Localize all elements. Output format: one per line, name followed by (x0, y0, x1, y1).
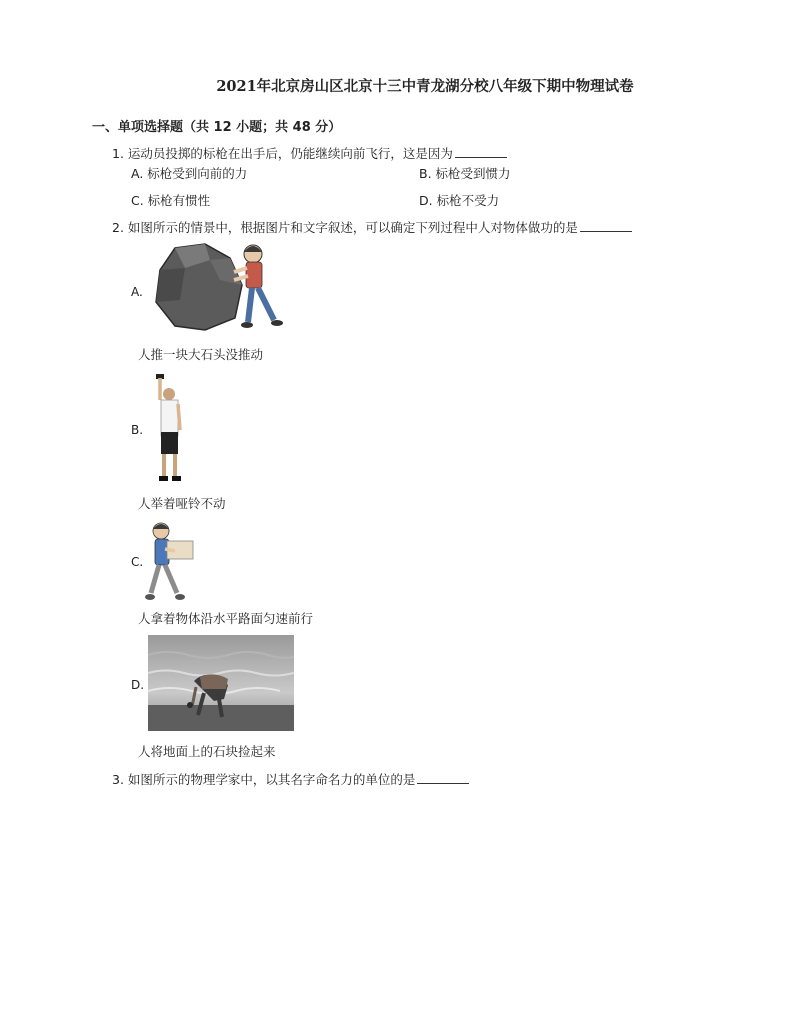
q2-option-d-caption: 人将地面上的石块捡起来 (138, 744, 276, 759)
q2-option-b-letter: B. (131, 423, 144, 437)
question-3 (112, 770, 469, 788)
question-2 (112, 218, 632, 236)
q2-option-a-caption: 人推一块大石头没推动 (138, 347, 264, 362)
question-1-stem: 1. 运动员投掷的标枪在出手后，仍能继续向前飞行，这是因为 (112, 146, 453, 161)
q2-option-c-caption: 人拿着物体沿水平路面匀速前行 (138, 611, 314, 626)
answer-blank (580, 219, 632, 232)
question-2-stem: 2. 如图所示的情景中，根据图片和文字叙述，可以确定下列过程中人对物体做功的是 (112, 220, 578, 235)
q1-option-c: C. 标枪有惯性 (131, 193, 211, 208)
dumbbell-man-illustration (152, 372, 186, 487)
q2-option-c-letter: C. (131, 555, 144, 569)
question-1 (112, 144, 507, 162)
page-title: 2021年北京房山区北京十三中青龙湖分校八年级下期中物理试卷 (216, 78, 634, 95)
q2-option-d-letter: D. (131, 678, 145, 692)
q1-option-a: A. 标枪受到向前的力 (131, 166, 248, 181)
q2-option-a-letter: A. (131, 285, 143, 299)
q1-option-b: B. 标枪受到惯力 (419, 166, 511, 181)
answer-blank (455, 145, 507, 158)
section-heading: 一、单项选择题（共 12 小题；共 48 分） (92, 120, 342, 135)
question-3-stem: 3. 如图所示的物理学家中，以其名字命名力的单位的是 (112, 772, 416, 787)
q2-option-b-caption: 人举着哑铃不动 (138, 496, 226, 511)
answer-blank (417, 771, 469, 784)
push-rock-illustration (150, 240, 285, 332)
carry-box-illustration (145, 521, 197, 603)
q1-option-d: D. 标枪不受力 (419, 193, 500, 208)
pick-stone-photo (148, 635, 294, 731)
